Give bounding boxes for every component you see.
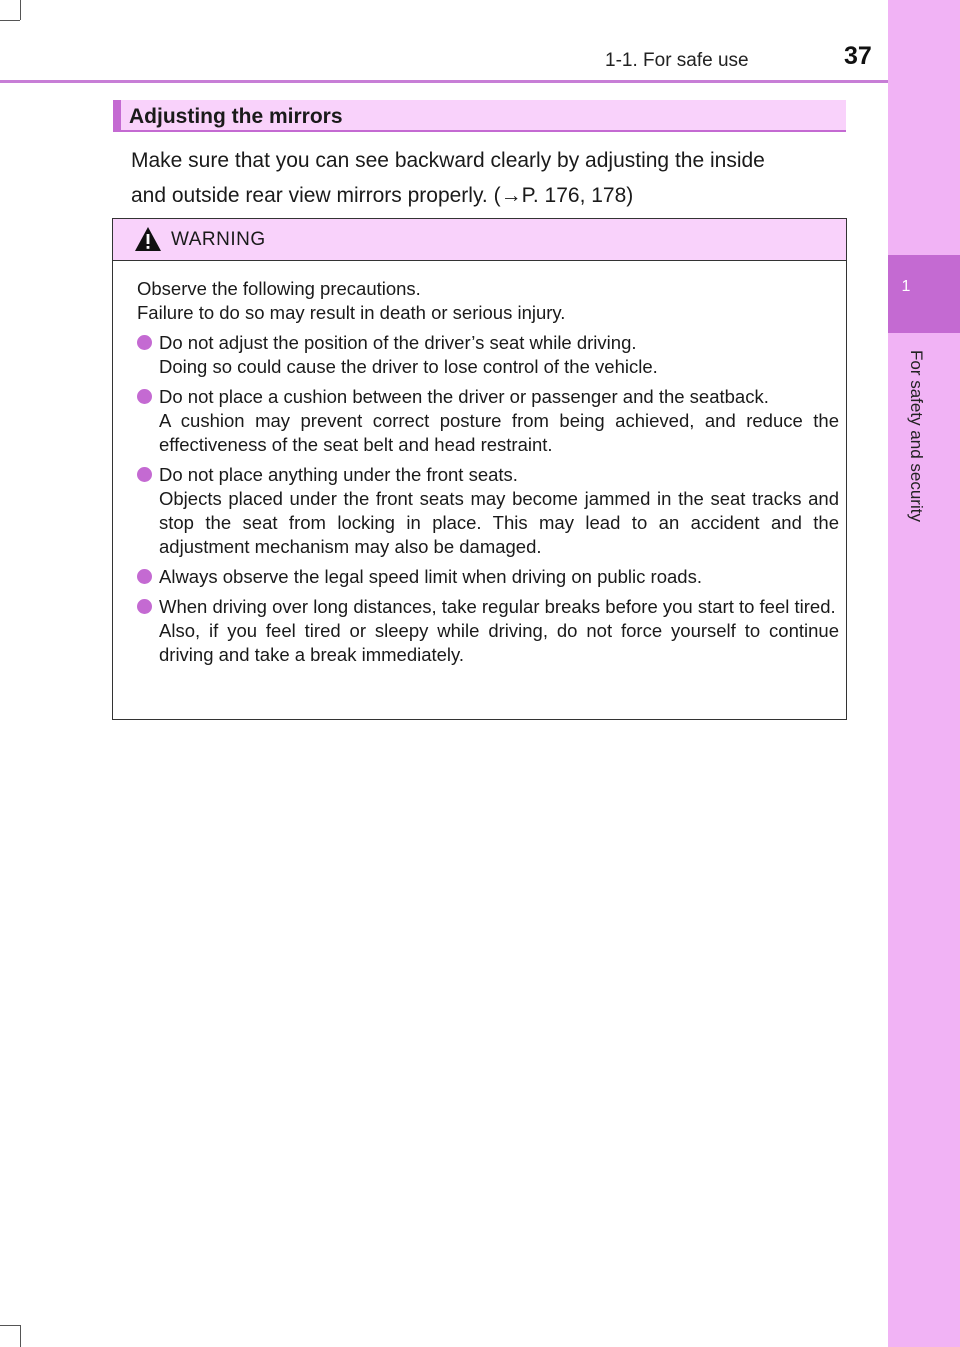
section-heading-text: Adjusting the mirrors xyxy=(129,105,343,128)
side-tab-chapter-number: 1 xyxy=(901,278,911,295)
warning-box xyxy=(112,218,847,720)
warning-item-title: When driving over long distances, take regular breaks before you start to feel tired. xyxy=(159,596,836,617)
warning-intro-line: Failure to do so may result in death or serious injury. xyxy=(137,302,566,323)
side-tab xyxy=(888,0,960,1347)
side-tab-chapter-title: For safety and security xyxy=(907,350,926,522)
warning-body xyxy=(137,277,839,673)
section-heading xyxy=(113,100,846,132)
crop-mark xyxy=(20,1325,21,1347)
crop-mark xyxy=(20,0,21,20)
warning-intro-line: Observe the following precautions. xyxy=(137,278,421,299)
warning-item-body: Objects placed under the front seats may become jammed in the seat tracks and stop the seat from locking in place. This may lead to an accident and the adjustment mechanism may also be damaged. xyxy=(159,488,839,557)
warning-item-body: Also, if you feel tired or sleepy while driving, do not force yourself to continue driving and take a break immediately. xyxy=(159,620,839,665)
warning-item xyxy=(137,463,839,559)
bullet-icon xyxy=(137,599,152,614)
warning-item-body: A cushion may prevent correct posture from being achieved, and reduce the effectiveness of the seat belt and head restraint. xyxy=(159,410,839,455)
page-number: 37 xyxy=(844,42,872,70)
intro-line: and outside rear view mirrors properly. ( xyxy=(131,184,501,207)
bullet-icon xyxy=(137,467,152,482)
bullet-icon xyxy=(137,569,152,584)
arrow-icon: → xyxy=(500,184,522,207)
warning-triangle-icon xyxy=(134,226,162,252)
warning-item-title: Do not adjust the position of the driver’s seat while driving. xyxy=(159,332,637,353)
warning-item-title: Do not place anything under the front seats. xyxy=(159,464,518,485)
header-section-title: 1-1. For safe use xyxy=(605,50,749,71)
warning-item xyxy=(137,565,839,589)
warning-header xyxy=(113,219,846,261)
warning-label: WARNING xyxy=(171,229,266,250)
bullet-icon xyxy=(137,389,152,404)
crop-mark xyxy=(0,20,20,21)
warning-item xyxy=(137,385,839,457)
warning-item-body: Doing so could cause the driver to lose control of the vehicle. xyxy=(159,356,658,377)
warning-item-title: Do not place a cushion between the driver or passenger and the seatback. xyxy=(159,386,769,407)
header-rule xyxy=(0,80,888,83)
bullet-icon xyxy=(137,335,152,350)
page-reference-link[interactable]: P. 176, 178) xyxy=(521,184,634,207)
intro-line: Make sure that you can see backward clearly by adjusting the inside xyxy=(131,149,765,172)
warning-item xyxy=(137,595,839,667)
crop-mark xyxy=(0,1325,20,1326)
warning-item-title: Always observe the legal speed limit when driving on public roads. xyxy=(159,566,702,587)
warning-item xyxy=(137,331,839,379)
section-intro xyxy=(131,143,840,213)
warning-items xyxy=(137,331,839,667)
